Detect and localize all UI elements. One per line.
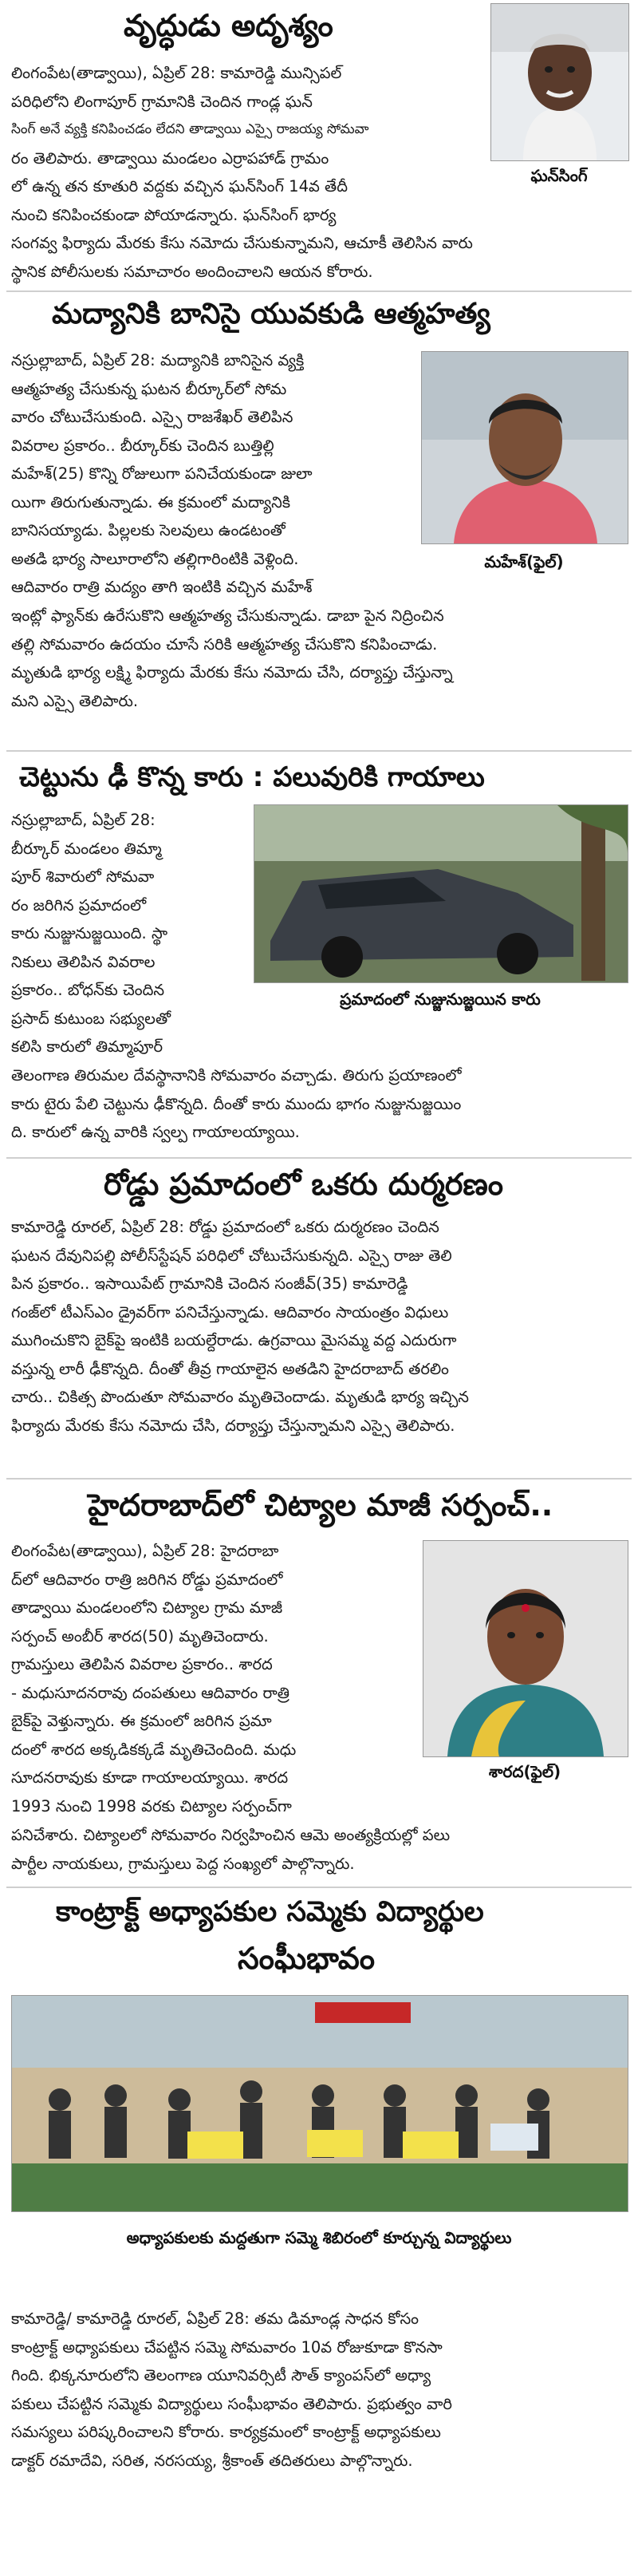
text-line: స్థానిక పోలీసులకు సమాచారం అందించాలని ఆయన కోరారు. — [11, 262, 373, 281]
text-line: సమస్యలు పరిష్కరించాలని కోరారు. కార్యక్రమంలో కాంట్రాక్ట్ అధ్యాపకులు — [11, 2423, 441, 2441]
text-line: ఫిర్యాదు మేరకు కేసు నమోదు చేసి, దర్యాప్తు చేస్తున్నామని ఎస్సై తెలిపారు. — [11, 1416, 455, 1435]
text-line: మృతుడి భార్య లక్ష్మి ఫిర్యాదు మేరకు కేసు నమోదు చేసి, దర్యాప్తు చేస్తున్నా — [11, 663, 453, 682]
headline: మద్యానికి బానిసై యువకుడి ఆత్మహత్య — [52, 298, 490, 330]
photo-ghansingh — [490, 3, 629, 161]
text-line: కారు టైరు పేలి చెట్టును ఢీకొన్నది. దీంతో కారు ముందు భాగం నుజ్జునుజ్జయిం — [11, 1094, 462, 1113]
photo-caption: మహేశ్(ఫైల్) — [484, 552, 564, 571]
story-body — [11, 59, 482, 229]
headline: కాంట్రాక్ట్ అధ్యాపకుల సమ్మెకు విద్యార్థుల — [56, 1896, 484, 1928]
story-body — [11, 806, 247, 1061]
text-line: గింది. భిక్కనూరులోని తెలంగాణ యూనివర్సిటీ సౌత్ క్యాంపస్‌లో అధ్యా — [11, 2366, 431, 2384]
text-line: పకులు చేపట్టిన సమ్మెకు విద్యార్థులు సంఘీభావం తెలిపారు. ప్రభుత్వం వారి — [11, 2394, 453, 2413]
text-line: లింగంపేట(తాడ్వాయి), ఏప్రిల్ 28: కామారెడ్డి మున్సిపల్ — [11, 64, 342, 82]
text-line: కారు నుజ్జునుజ్జయింది. స్థా — [11, 924, 168, 942]
text-line: ముగించుకొని బైక్‌పై ఇంటికి బయల్దేరాడు. ఉగ్రవాయి మైసమ్మ వద్ద ఎదురుగా — [11, 1331, 457, 1349]
text-line: సింగ్ అనే వ్యక్తి కనిపించడం లేదని తాడ్వాయి ఎస్సై రాజయ్య సోమవా — [11, 121, 369, 137]
text-line: నికులు తెలిపిన వివరాల — [11, 952, 156, 971]
text-line: ది. కారులో ఉన్న వారికి స్వల్ప గాయాలయ్యాయి. — [11, 1123, 300, 1141]
text-line: పనిచేశారు. చిట్యాలలో సోమవారం నిర్వహించిన ఆమె అంత్యక్రియల్లో పలు — [11, 1826, 451, 1844]
text-line: పూర్ శివారులో సోమవా — [11, 867, 155, 886]
text-line: పార్టీల నాయకులు, గ్రామస్తులు పెద్ద సంఖ్యలో పాల్గొన్నారు. — [11, 1854, 355, 1873]
headline: రోడ్డు ప్రమాదంలో ఒకరు దుర్మరణం — [104, 1167, 504, 1202]
text-line: గ్రామస్తులు తెలిపిన వివరాల ప్రకారం.. శారద — [11, 1655, 273, 1673]
story-road-accident — [0, 1165, 638, 1484]
text-line: లో ఉన్న తన కూతురి వద్దకు వచ్చిన ఘన్‌సింగ్ 14వ తేదీ — [11, 177, 348, 196]
text-line: యిగా తిరుగుతున్నాడు. ఈ క్రమంలో మద్యానికి — [11, 492, 291, 512]
text-line: వివరాల ప్రకారం.. బీర్కూర్‌కు చెందిన బుత్తిల్లి — [11, 436, 274, 455]
students-strike-camp-icon — [12, 1996, 628, 2211]
text-line: మని ఎస్సై తెలిపారు. — [11, 691, 139, 710]
divider — [6, 1157, 632, 1159]
divider — [6, 290, 632, 292]
divider — [6, 1478, 632, 1480]
text-line: సర్పంచ్ అంబీర్ శారద(50) మృతిచెందారు. — [11, 1626, 269, 1646]
story-body — [11, 2305, 627, 2475]
text-line: ఆదివారం రాత్రి మద్యం తాగి ఇంటికి వచ్చిన మహేశ్ — [11, 578, 313, 596]
portrait-young-man-icon — [422, 352, 628, 543]
photo-caption: ప్రమాదంలో నుజ్జునుజ్జయిన కారు — [340, 990, 541, 1009]
photo-sharada — [423, 1540, 628, 1757]
text-line: ప్రసాద్ కుటుంబ సభ్యులతో — [11, 1009, 171, 1028]
story-suicide — [0, 295, 638, 750]
text-line: కాంట్రాక్ట్ అధ్యాపకులు చేపట్టిన సమ్మె సోమవారం 10వ రోజుకూడా కొనసా — [11, 2337, 443, 2357]
text-line: పరిధిలోని లింగాపూర్ గ్రామానికి చెందిన గాండ్ల ఘన్ — [11, 92, 313, 111]
text-line: వస్తున్న లారీ ఢీకొన్నది. దీంతో తీవ్ర గాయాలైన అతడిని హైదరాబాద్ తరలిం — [11, 1359, 449, 1378]
headline: హైదరాబాద్‌లో చిట్యాల మాజీ సర్పంచ్.. — [88, 1488, 553, 1523]
text-line: నస్రుల్లాబాద్, ఏప్రిల్ 28: మద్యానికి బానిసైన వ్యక్తి — [11, 351, 305, 369]
photo-caption: ఘన్‌సింగ్ — [530, 166, 588, 185]
story-former-sarpanch — [0, 1486, 638, 1901]
text-line: బానిసయ్యాడు. పిల్లలకు సెలవులు ఉండటంతో — [11, 521, 286, 539]
text-line: సూదనరావుకు కూడా గాయాలయ్యాయి. శారద — [11, 1768, 289, 1787]
photo-crashed-car — [254, 804, 628, 983]
text-line: బైక్‌పై వెళ్తున్నారు. ఈ క్రమంలో జరిగిన ప్రమా — [11, 1712, 272, 1730]
story-body — [11, 1537, 416, 1820]
text-line: లింగంపేట(తాడ్వాయి), ఏప్రిల్ 28: హైదరాబా — [11, 1542, 279, 1560]
story-body — [11, 346, 414, 602]
story-student-solidarity — [0, 1893, 638, 2576]
text-line: బీర్కూర్ మండలం తిమ్మా — [11, 839, 162, 858]
text-line: ద్‌లో ఆదివారం రాత్రి జరిగిన రోడ్డు ప్రమాదంలో — [11, 1570, 283, 1589]
divider — [6, 1887, 632, 1888]
story-body-full — [11, 1821, 627, 1878]
text-line: ఆత్మహత్య చేసుకున్న ఘటన బీర్కూర్‌లో సోమ — [11, 379, 287, 398]
text-line: సంగవ్వ ఫిర్యాదు మేరకు కేసు నమోదు చేసుకున్నామని, ఆచూకీ తెలిసిన వారు — [11, 234, 473, 252]
portrait-woman-icon — [423, 1541, 628, 1756]
story-body-full — [11, 1061, 627, 1147]
text-line: కామారెడ్డి రూరల్, ఏప్రిల్ 28: రోడ్డు ప్రమాదంలో ఒకరు దుర్మరణం చెందిన — [11, 1218, 439, 1236]
text-line: డాక్టర్ రమాదేవి, సరిత, నరసయ్య, శ్రీకాంత్ తదితరులు పాల్గొన్నారు. — [11, 2451, 413, 2470]
text-line: ఇంట్లో ఫ్యాన్‌కు ఉరేసుకొని ఆత్మహత్య చేసుకున్నాడు. డాబా పైన నిద్రించిన — [11, 606, 444, 625]
text-line: నస్రుల్లాబాద్, ఏప్రిల్ 28: — [11, 811, 156, 829]
text-line: రం తెలిపారు. తాడ్వాయి మండలం ఎర్రాపహాడ్ గ్రామం — [11, 148, 329, 168]
text-line: తెలంగాణ తిరుమల దేవస్థానానికి సోమవారం వచ్చాడు. తిరుగు ప్రయాణంలో — [11, 1066, 462, 1085]
text-line: మహేశ్(25) కొన్ని రోజులుగా పనిచేయకుండా జులా — [11, 464, 313, 483]
story-body-full — [11, 229, 627, 286]
photo-caption: శారద(ఫైల్) — [488, 1762, 561, 1781]
crashed-car-icon — [254, 805, 628, 982]
divider — [6, 750, 632, 752]
portrait-man-icon — [491, 4, 628, 160]
text-line: ప్రకారం.. బోధన్‌కు చెందిన — [11, 981, 165, 999]
text-line: తాడ్వాయి మండలంలోని చిట్యాల గ్రామ మాజీ — [11, 1598, 283, 1617]
text-line: రం జరిగిన ప్రమాదంలో — [11, 895, 147, 915]
story-car-accident — [0, 758, 638, 1157]
text-line: వారం చోటుచేసుకుంది. ఎస్సై రాజశేఖర్ తెలిపిన — [11, 408, 293, 426]
story-body — [11, 1213, 627, 1440]
text-line: చారు.. చికిత్స పొందుతూ సోమవారం మృతిచెందాడు. మృతుడి భార్య ఇచ్చిన — [11, 1388, 469, 1406]
headline: చెట్టును ఢీ కొన్న కారు : పలువురికి గాయాలు — [19, 761, 485, 793]
photo-caption: అధ్యాపకులకు మద్దతుగా సమ్మె శిబిరంలో కూర్చున్న విద్యార్థులు — [126, 2228, 512, 2247]
text-line: నుంచి కనిపించకుండా పోయాడన్నారు. ఘన్‌సింగ్ భార్య — [11, 205, 337, 224]
photo-strike-camp — [11, 1995, 628, 2212]
text-line: పిన ప్రకారం.. ఇసాయిపేట్ గ్రామానికి చెందిన సంజీవ్(35) కామారెడ్డి — [11, 1274, 408, 1293]
text-line: - మధుసూదనరావు దంపతులు ఆదివారం రాత్రి — [11, 1683, 290, 1702]
text-line: దంలో శారద అక్కడికక్కడే మృతిచెందింది. మధు — [11, 1740, 297, 1759]
text-line: అతడి భార్య సాలూరాలోని తల్లిగారింటికి వెళ్లింది. — [11, 549, 299, 568]
text-line: ఘటన దేవునిపల్లి పోలీస్‌స్టేషన్ పరిధిలో చోటుచేసుకున్నది. ఎస్సై రాజు తెలి — [11, 1246, 452, 1265]
photo-mahesh — [421, 351, 628, 544]
text-line: కామారెడ్డి/ కామారెడ్డి రూరల్, ఏప్రిల్ 28: తమ డిమాండ్ల సాధన కోసం — [11, 2309, 419, 2328]
text-line: తల్లి సోమవారం ఉదయం చూసే సరికి ఆత్మహత్య చేసుకొని కనిపించాడు. — [11, 634, 438, 654]
story-body-full — [11, 602, 627, 715]
text-line: 1993 నుంచి 1998 వరకు చిట్యాల సర్పంచ్‌గా — [11, 1796, 292, 1815]
headline-line2: సంఘీభావం — [238, 1941, 375, 1976]
headline: వృద్ధుడు అదృశ్యం — [124, 8, 333, 43]
text-line: కలిసి కారులో తిమ్మాపూర్ — [11, 1037, 163, 1056]
text-line: గంజ్‌లో టీఎస్ఎం డ్రైవర్‌గా పనిచేస్తున్నాడు. ఆదివారం సాయంత్రం విధులు — [11, 1302, 449, 1322]
